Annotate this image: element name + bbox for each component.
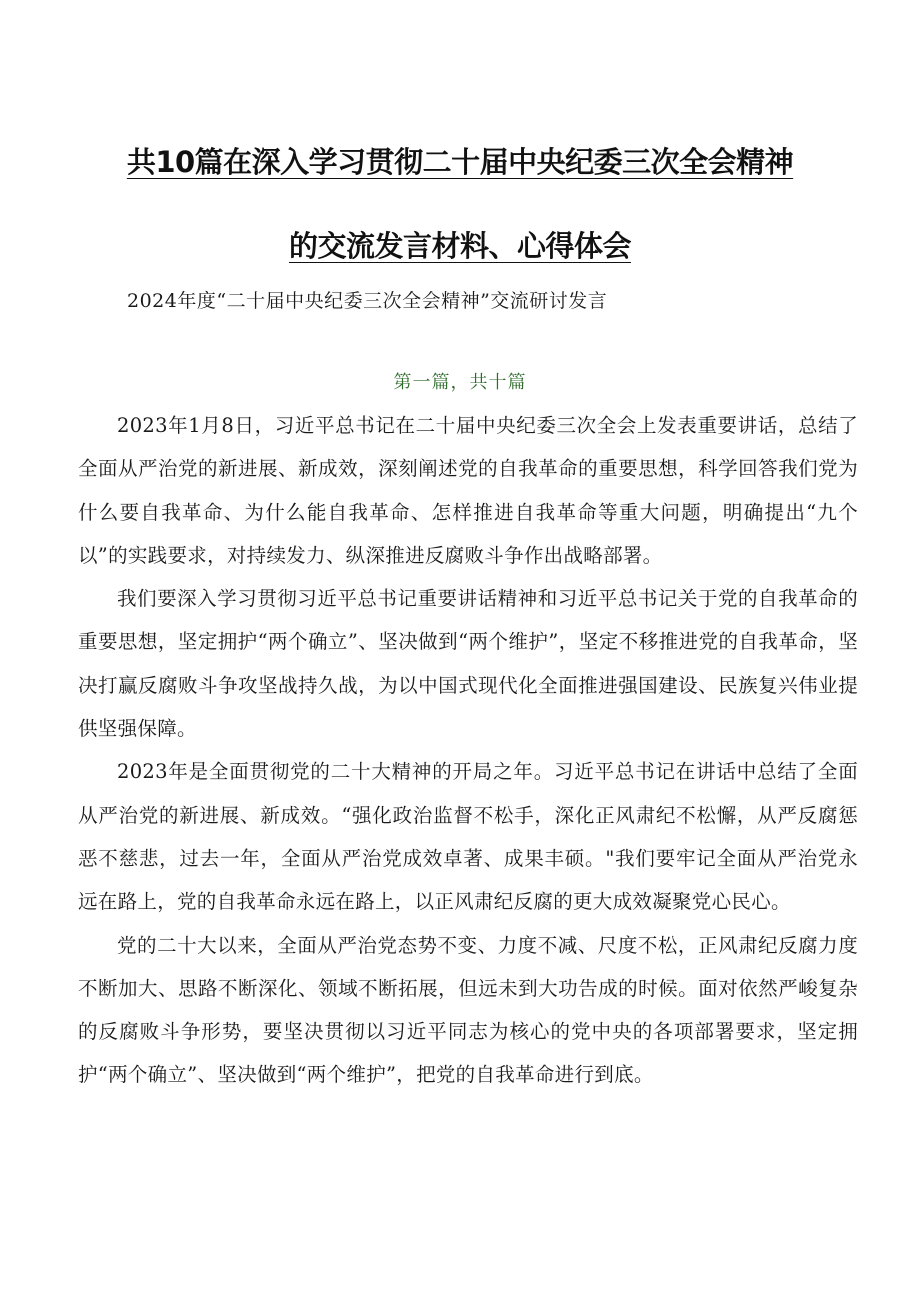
section-heading: 第一篇，共十篇: [393, 372, 527, 393]
paragraph-2: 我们要深入学习贯彻习近平总书记重要讲话精神和习近平总书记关于党的自我革命的重要思想，坚定拥护“两个确立”、坚决做到“两个维护”，坚定不移推进党的自我革命，坚决打赢反腐败斗争攻坚战持久战，为以中国式现代化全面推进强国建设、民族复兴伟业提供坚强保障。: [78, 587, 858, 741]
document-title-line-2: 的交流发言材料、心得体会: [288, 229, 631, 263]
paragraph-4: 党的二十大以来，全面从严治党态势不变、力度不减、尺度不松，正风肃纪反腐力度不断加大、思路不断深化、领域不断拓展，但远未到大功告成的时候。面对依然严峻复杂的反腐败斗争形势，要坚决贯彻以习近平同志为核心的党中央的各项部署要求，坚定拥护“两个确立”、坚决做到“两个维护”，把党的自我革命进行到底。: [78, 933, 858, 1087]
body-text: [78, 404, 858, 1097]
paragraph-1: 2023年1月8日，习近平总书记在二十届中央纪委三次全会上发表重要讲话，总结了全面从严治党的新进展、新成效，深刻阐述党的自我革命的重要思想，科学回答我们党为什么要自我革命、为什么能自我革命、怎样推进自我革命等重大问题，明确提出“九个以”的实践要求，对持续发力、纵深推进反腐败斗争作出战略部署。: [78, 414, 858, 567]
paragraph-3: 2023年是全面贯彻党的二十大精神的开局之年。习近平总书记在讲话中总结了全面从严治党的新进展、新成效。“强化政治监督不松手，深化正风肃纪不松懈，从严反腐惩恶不慈悲，过去一年，全面从严治党成效卓著、成果丰硕。"我们要牢记全面从严治党永远在路上，党的自我革命永远在路上，以正风肃纪反腐的更大成效凝聚党心民心。: [78, 760, 858, 914]
document-subtitle: 2024年度“二十届中央纪委三次全会精神”交流研讨发言: [127, 290, 608, 312]
document-title-line-1: 共10篇在深入学习贯彻二十届中央纪委三次全会精神: [126, 145, 794, 179]
